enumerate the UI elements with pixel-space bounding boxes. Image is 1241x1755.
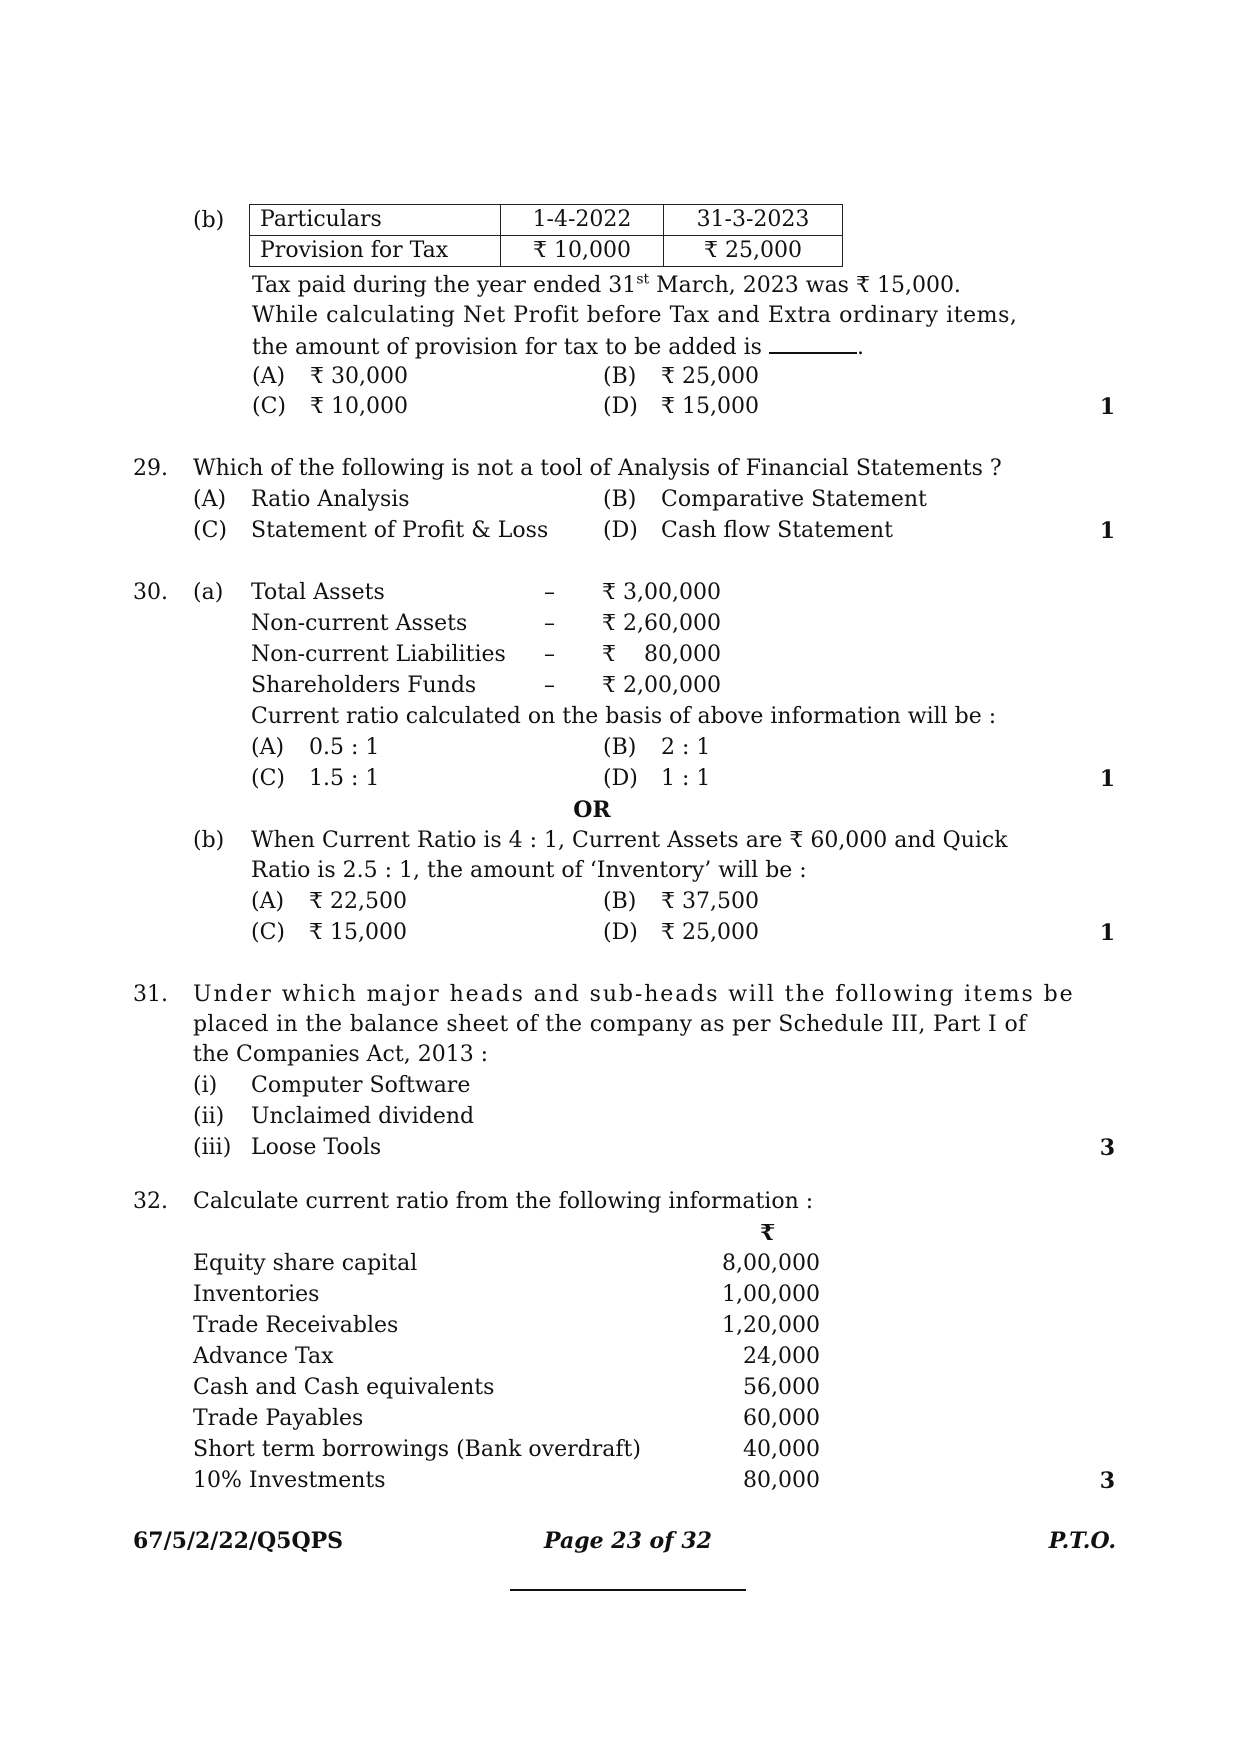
table-header-date-1: 1-4-2022 <box>501 205 664 236</box>
list-item-label: (iii) <box>193 1135 232 1160</box>
item-dash: – <box>544 642 555 667</box>
option-text: 1 : 1 <box>661 766 711 791</box>
q30b-marks: 1 <box>1099 920 1115 946</box>
q28b-line3-end: . <box>856 335 864 360</box>
item-dash: – <box>544 611 555 636</box>
table-row-label: Equity share capital <box>193 1251 418 1276</box>
table-cell-value-2: ₹ 25,000 <box>664 236 843 267</box>
q29-number: 29. <box>133 456 168 481</box>
list-item: Unclaimed dividend <box>251 1104 475 1129</box>
q31-line2: placed in the balance sheet of the company as per Schedule III, Part I of <box>193 1012 1027 1037</box>
option-label: (B) <box>603 487 637 512</box>
item-value: ₹ 2,00,000 <box>602 673 721 698</box>
table-row <box>250 236 843 267</box>
option-text: ₹ 15,000 <box>309 920 407 945</box>
option-text: ₹ 30,000 <box>310 364 408 389</box>
q30b-line2: Ratio is 2.5 : 1, the amount of ‘Inventory’ will be : <box>251 858 807 883</box>
q28b-line1-text-end: March, 2023 was ₹ 15,000. <box>649 273 961 298</box>
option-label: (C) <box>193 518 227 543</box>
option-text: Statement of Profit & Loss <box>251 518 549 543</box>
q32-number: 32. <box>133 1189 168 1214</box>
q31-line3: the Companies Act, 2013 : <box>193 1042 489 1067</box>
table-row-label: Inventories <box>193 1282 320 1307</box>
q28b-marks: 1 <box>1099 394 1115 420</box>
answer-blank <box>769 332 857 354</box>
option-text: 0.5 : 1 <box>309 735 380 760</box>
table-row-label: Trade Receivables <box>193 1313 399 1338</box>
option-text: Cash flow Statement <box>661 518 893 543</box>
option-label: (D) <box>603 766 638 791</box>
table-row-label: Cash and Cash equivalents <box>193 1375 495 1400</box>
table-row-value: 24,000 <box>743 1344 820 1369</box>
option-text: ₹ 37,500 <box>661 889 759 914</box>
paper-code: 67/5/2/22/Q5QPS <box>133 1528 344 1554</box>
table-row-value: 60,000 <box>743 1406 820 1431</box>
option-label: (A) <box>252 364 286 389</box>
table-row-label: Trade Payables <box>193 1406 364 1431</box>
table-row-label: Short term borrowings (Bank overdraft) <box>193 1437 641 1462</box>
option-label: (B) <box>603 735 637 760</box>
option-label: (A) <box>251 735 285 760</box>
option-text: ₹ 10,000 <box>310 394 408 419</box>
option-label: (C) <box>251 766 285 791</box>
option-text: ₹ 15,000 <box>661 394 759 419</box>
option-label: (B) <box>603 889 637 914</box>
table-cell-particular: Provision for Tax <box>250 236 501 267</box>
q31-marks: 3 <box>1099 1135 1115 1161</box>
table-row-value: 1,00,000 <box>722 1282 820 1307</box>
item-dash: – <box>544 673 555 698</box>
q28b-line1-text: Tax paid during the year ended 31 <box>252 273 637 298</box>
page-number-underline <box>510 1589 746 1591</box>
currency-header: ₹ <box>760 1220 776 1246</box>
option-label: (D) <box>603 394 638 419</box>
list-item: Computer Software <box>251 1073 471 1098</box>
item-value: ₹ 2,60,000 <box>602 611 721 636</box>
q30b-line1: When Current Ratio is 4 : 1, Current Assets are ₹ 60,000 and Quick <box>251 828 1008 853</box>
option-label: (A) <box>193 487 227 512</box>
q28b-line2: While calculating Net Profit before Tax and Extra ordinary items, <box>252 303 1018 328</box>
q29-text: Which of the following is not a tool of Analysis of Financial Statements ? <box>193 456 1002 481</box>
table-row-value: 40,000 <box>743 1437 820 1462</box>
q30b-label: (b) <box>193 828 225 853</box>
table-cell-value-1: ₹ 10,000 <box>501 236 664 267</box>
table-header-particulars: Particulars <box>250 205 501 236</box>
option-text: 2 : 1 <box>661 735 711 760</box>
q28b-line1-sup: st <box>636 271 650 288</box>
option-text: Comparative Statement <box>661 487 927 512</box>
item-value: ₹ 80,000 <box>602 642 721 667</box>
table-row-value: 56,000 <box>743 1375 820 1400</box>
option-label: (B) <box>603 364 637 389</box>
table-row-label: 10% Investments <box>193 1468 386 1493</box>
q32-text: Calculate current ratio from the following information : <box>193 1189 814 1214</box>
list-item-label: (ii) <box>193 1104 225 1129</box>
table-header-row <box>250 205 843 236</box>
option-label: (D) <box>603 518 638 543</box>
table-row-value: 8,00,000 <box>722 1251 820 1276</box>
q31-number: 31. <box>133 982 168 1007</box>
item-name: Non-current Assets <box>251 611 468 636</box>
table-header-date-2: 31-3-2023 <box>664 205 843 236</box>
item-name: Total Assets <box>251 580 385 605</box>
option-label: (D) <box>603 920 638 945</box>
q30a-label: (a) <box>193 580 224 605</box>
option-label: (A) <box>251 889 285 914</box>
q30a-marks: 1 <box>1099 766 1115 792</box>
provision-tax-table <box>249 204 843 267</box>
q30a-question: Current ratio calculated on the basis of above information will be : <box>251 704 997 729</box>
option-label: (C) <box>252 394 286 419</box>
option-text: ₹ 25,000 <box>661 364 759 389</box>
q28b-label: (b) <box>193 208 225 233</box>
table-row-label: Advance Tax <box>193 1344 334 1369</box>
list-item-label: (i) <box>193 1073 218 1098</box>
option-text: ₹ 22,500 <box>309 889 407 914</box>
option-text: Ratio Analysis <box>251 487 410 512</box>
list-item: Loose Tools <box>251 1135 382 1160</box>
item-dash: – <box>544 580 555 605</box>
table-row-value: 1,20,000 <box>722 1313 820 1338</box>
q28b-line3 <box>252 332 864 362</box>
q30-number: 30. <box>133 580 168 605</box>
item-name: Non-current Liabilities <box>251 642 506 667</box>
item-name: Shareholders Funds <box>251 673 477 698</box>
pto-label: P.T.O. <box>1048 1528 1116 1554</box>
q28b-line1 <box>252 272 961 300</box>
q31-line1: Under which major heads and sub-heads will the following items be <box>193 982 1075 1007</box>
q28b-line3-text: the amount of provision for tax to be added is <box>252 335 762 360</box>
table-row-value: 80,000 <box>743 1468 820 1493</box>
page-number: Page 23 of 32 <box>544 1528 712 1554</box>
option-label: (C) <box>251 920 285 945</box>
q32-marks: 3 <box>1099 1468 1115 1494</box>
item-value: ₹ 3,00,000 <box>602 580 721 605</box>
option-text: 1.5 : 1 <box>309 766 380 791</box>
q29-marks: 1 <box>1099 518 1115 544</box>
option-text: ₹ 25,000 <box>661 920 759 945</box>
or-separator: OR <box>573 797 611 823</box>
